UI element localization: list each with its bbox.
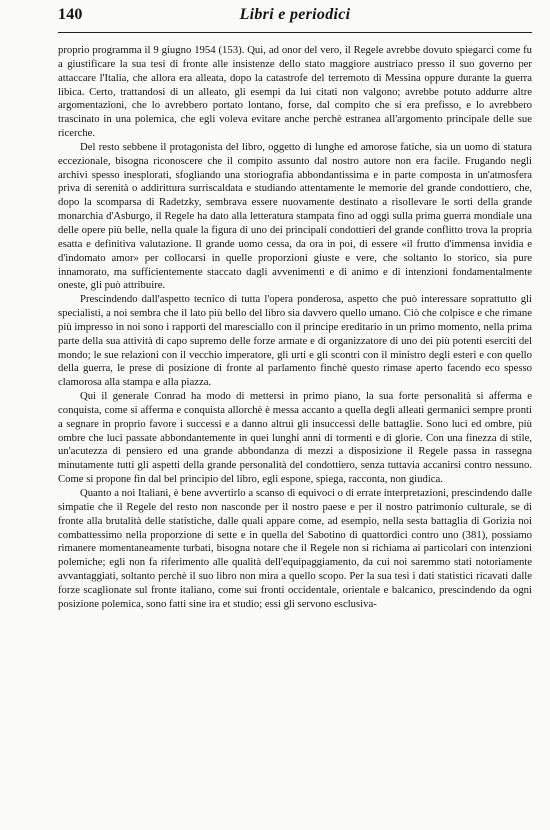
paragraph-1: proprio programma il 9 giugno 1954 (153). Qui, ad onor del vero, il Regele avrebbe dovuto spiegarci come fu a giustificare la sua tesi di fronte alle insistenze dello stato maggiore austriaco presso il suo governo per attaccare l'Italia, che allora era alleata, dopo la catastrofe del terremoto di Messina oppure durante la guerra libica. Certo, trattandosi di un alleato, gli esempi da lui citati non valgono; avrebbe potuto addurre altre argomentazioni, che lo avrebbero portato lontano, forse, dal compito che si era prefisso, e lo avrebbero trascinato in una polemica, che egli voleva evitare anche perchè estranea all'argomento principale delle sue ricerche. — [58, 44, 532, 140]
body-text — [58, 44, 532, 824]
paragraph-2: Del resto sebbene il protagonista del libro, oggetto di lunghe ed amorose fatiche, sia un uomo di statura eccezionale, bisogna riconoscere che il compito assunto dal nostro autore non era facile. Frugando negli archivi spesso inesplorati, sfogliando una storiografia abbondantissima e in parte composta in un'atmosfera priva di serenità o addirittura surriscaldata e studiando attentamente le memorie del grande condottiero, che, dopo la scomparsa di Radetzky, sembrava essere nuovamente destinato a risollevare le sorti della grande monarchia d'Asburgo, il Regele ha dato alla letteratura stampata fino ad oggi sulla prima guerra mondiale una delle opere più belle, nella quale la figura di uno dei principali condottieri del grande conflitto trova la propria esatta e definitiva valutazione. Il grande uomo cessa, da ora in poi, di essere «il frutto d'immensa invidia e d'indomato amor» per collocarsi in quelle proporzioni giuste e vere, che soltanto lo storico, sia pure innamorato, ma sufficientemente staccato dagli avvenimenti e di animo e di intenzioni fondamentalmente oneste, gli può attribuire. — [58, 140, 532, 292]
paragraph-5: Quanto a noi Italiani, è bene avvertirlo a scanso di equivoci o di errate interpretazioni, prescindendo dalle simpatie che il Regele del resto non nasconde per il nostro paese e per il nostro patrimonio culturale, se di fronte alla brutalità delle statistiche, dalle quali appare come, ad esempio, nella sesta battaglia di Gorizia noi combattessimo nella proporzione di sette e in quella del Sabotino di quattordici contro uno (381), possiamo rimanere momentaneamente turbati, bisogna notare che il Regele non si richiama ai particolari con intenzioni polemiche; egli non fa riferimento alle qualità dell'equipaggiamento, da cui noi saremmo stati notoriamente avvantaggiati, soltanto perchè il suo libro non mira a quello scopo. Per la sua tesi i dati statistici ricavati dalle forze scaglionate sul fronte italiano, come sui fronti occidentale, orientale e balcanico, prescindendo da ogni posizione polemica, sono fatti sine ira et studio; essi gli servono esclusiva- — [58, 487, 532, 610]
page-number: 140 — [58, 6, 83, 23]
page-header — [58, 6, 532, 33]
paragraph-3: Prescindendo dall'aspetto tecnico di tutta l'opera ponderosa, aspetto che può interessare soprattutto gli specialisti, a noi sembra che il lato più bello del libro sia davvero quello umano. Ciò che colpisce e che rimane più impresso in noi sono i rapporti del maresciallo con il principe ereditario in un primo momento, nella prima parte della sua attività di capo supremo delle forze armate e di organizzatore di uno dei più potenti eserciti del mondo; le sue relazioni con il vecchio imperatore, gli urti e gli scontri con il ministro degli esteri e con quello della guerra, le prese di posizione di fronte al parlamento finchè questo rimase aperto facendo eco spesso clamorosa alla stampa e alla piazza. — [58, 293, 532, 389]
running-title: Libri e periodici — [239, 6, 351, 23]
paragraph-4: Qui il generale Conrad ha modo di mettersi in primo piano, la sua forte personalità si afferma e conquista, come si afferma e conquista allorchè è messa accanto a quella degli alleati germanici sempre pronti a segnare in proprio favore i successi e a danno altrui gli insuccessi delle battaglie. Sono luci ed ombre, più ombre che luci passate abbondantemente in quei lunghi anni di tormenti e di glorie. Con una finezza di stile, un'acutezza di pensiero ed una grande abbondanza di mezzi a disposizione il Regele passa in rassegna minutamente tutti gli aspetti della grande personalità del condottiero, senza tuttavia accanirsi contro nessuno. Come si propone fin dal bel principio del libro, egli espone, spiega, racconta, non giudica. — [58, 390, 532, 486]
